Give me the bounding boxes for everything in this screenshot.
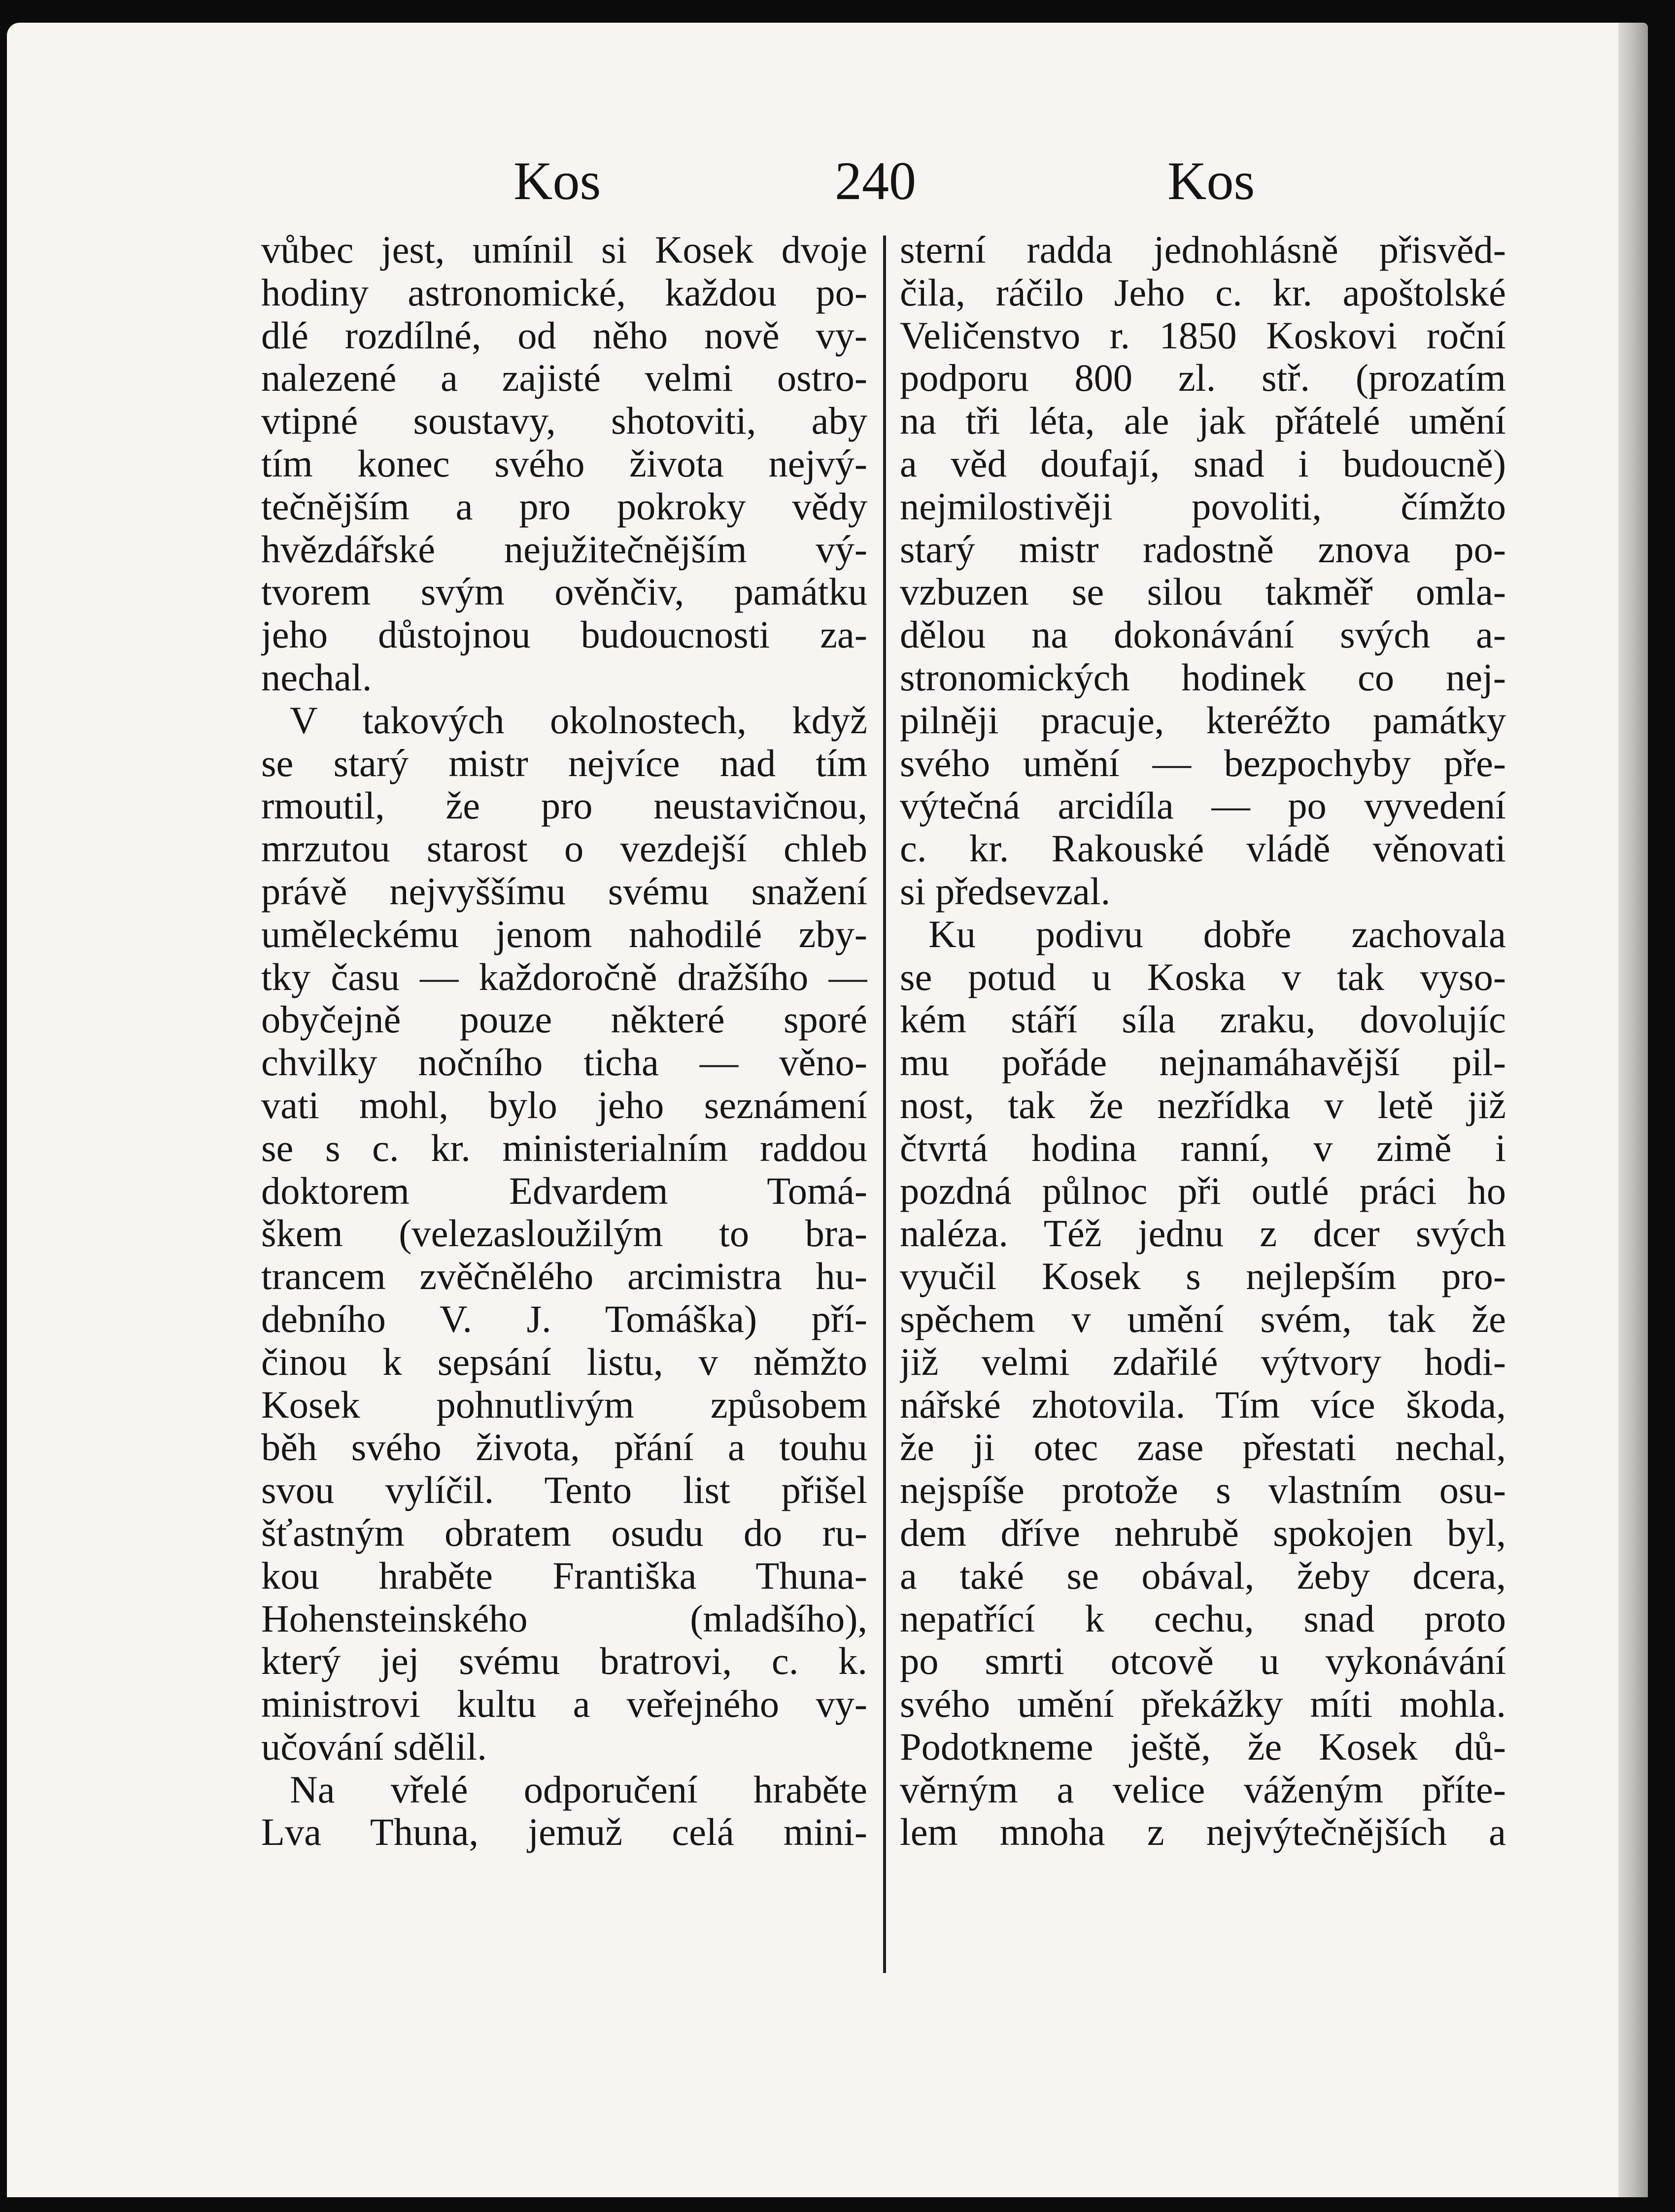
text-line: kou hraběte Františka Thuna- <box>261 1554 867 1597</box>
text-line: nepatřící k cechu, snad proto <box>900 1597 1506 1640</box>
text-line: hvězdářské nejužitečnějším vý- <box>261 528 867 571</box>
text-line: svého umění překážky míti mohla. <box>900 1683 1506 1726</box>
text-line: věrným a velice váženým příte- <box>900 1768 1506 1811</box>
text-line: tky času — každoročně dražšího — <box>261 955 867 998</box>
text-line: nejspíše protože s vlastním osu- <box>900 1469 1506 1512</box>
column-divider <box>883 236 886 1973</box>
text-line: nejmilostivěji povoliti, čímžto <box>900 485 1506 528</box>
text-line: se s c. kr. ministerialním raddou <box>261 1126 867 1169</box>
text-line: starý mistr radostně znova po- <box>900 528 1506 571</box>
text-line: podporu 800 zl. stř. (prozatím <box>900 357 1506 400</box>
text-line: se potud u Koska v tak vyso- <box>900 955 1506 998</box>
text-line: a také se obával, žeby dcera, <box>900 1554 1506 1597</box>
text-line: že ji otec zase přestati nechal, <box>900 1426 1506 1469</box>
text-line: čila, ráčilo Jeho c. kr. apoštolské <box>900 271 1506 314</box>
text-line: lem mnoha z nejvýtečnějších a <box>900 1811 1506 1854</box>
text-line: svou vylíčil. Tento list přišel <box>261 1469 867 1512</box>
text-line: již velmi zdařilé výtvory hodi- <box>900 1340 1506 1383</box>
text-line: Lva Thuna, jemuž celá mini- <box>261 1811 867 1854</box>
text-line: hodiny astronomické, každou po- <box>261 271 867 314</box>
text-line: rmoutil, že pro neustavičnou, <box>261 784 867 827</box>
text-column-left <box>261 229 867 1854</box>
text-line: čtvrtá hodina ranní, v zimě i <box>900 1126 1506 1169</box>
text-line: chvilky nočního ticha — věno- <box>261 1041 867 1084</box>
text-line: nechal. <box>261 656 372 699</box>
text-line: stronomických hodinek co nej- <box>900 656 1506 699</box>
text-line: vyučil Kosek s nejlepším pro- <box>900 1255 1506 1298</box>
text-line: doktorem Edvardem Tomá- <box>261 1169 867 1212</box>
text-column-right <box>900 229 1506 1854</box>
text-line: právě nejvyššímu svému snažení <box>261 870 867 913</box>
running-head-right: Kos <box>1167 151 1255 211</box>
text-line: c. kr. Rakouské vládě věnovati <box>900 827 1506 870</box>
text-line: debního V. J. Tomáška) pří- <box>261 1297 867 1340</box>
text-line: pilněji pracuje, kteréžto památky <box>900 699 1506 742</box>
text-line: tím konec svého života nejvý- <box>261 442 867 485</box>
text-line: na tři léta, ale jak přátelé umění <box>900 400 1506 442</box>
text-line: nalezené a zajisté velmi ostro- <box>261 357 867 400</box>
text-line: po smrti otcově u vykonávání <box>900 1640 1506 1683</box>
text-line: učování sdělil. <box>261 1725 487 1768</box>
book-page <box>7 23 1648 2197</box>
text-line: Kosek pohnutlivým způsobem <box>261 1383 867 1426</box>
text-line: spěchem v umění svém, tak že <box>900 1297 1506 1340</box>
text-line: běh svého života, přání a touhu <box>261 1426 867 1469</box>
text-line: dem dříve nehrubě spokojen byl, <box>900 1511 1506 1554</box>
text-line: mrzutou starost o vezdejší chleb <box>261 827 867 870</box>
text-line: sterní radda jednohlásně přisvěd- <box>900 229 1506 271</box>
text-line: naléza. Též jednu z dcer svých <box>900 1212 1506 1255</box>
text-line: Veličenstvo r. 1850 Koskovi roční <box>900 314 1506 357</box>
text-line: dělou na dokonávání svých a- <box>900 613 1506 656</box>
text-line: svého umění — bezpochyby pře- <box>900 742 1506 784</box>
text-line: Na vřelé odporučení hraběte <box>290 1768 867 1811</box>
text-line: Ku podivu dobře zachovala <box>928 913 1506 955</box>
text-line: Hohensteinského (mladšího), <box>261 1597 867 1640</box>
text-line: dlé rozdílné, od něho nově vy- <box>261 314 867 357</box>
text-line: uměleckému jenom nahodilé zby- <box>261 913 867 955</box>
text-line: V takových okolnostech, když <box>290 699 867 742</box>
text-line: kém stáří síla zraku, dovolujíc <box>900 998 1506 1041</box>
text-line: který jej svému bratrovi, c. k. <box>261 1640 867 1683</box>
text-line: tvorem svým ověnčiv, památku <box>261 571 867 613</box>
text-line: trancem zvěčnělého arcimistra hu- <box>261 1255 867 1298</box>
text-line: jeho důstojnou budoucnosti za- <box>261 613 867 656</box>
text-line: se starý mistr nejvíce nad tím <box>261 742 867 784</box>
text-line: škem (velezasloužilým to bra- <box>261 1212 867 1255</box>
text-line: obyčejně pouze některé sporé <box>261 998 867 1041</box>
running-head-left: Kos <box>513 151 601 211</box>
text-line: si předsevzal. <box>900 870 1111 913</box>
text-line: pozdná půlnoc při outlé práci ho <box>900 1169 1506 1212</box>
text-line: ministrovi kultu a veřejného vy- <box>261 1683 867 1726</box>
text-line: nost, tak že nezřídka v letě již <box>900 1084 1506 1126</box>
page-number: 240 <box>835 151 916 211</box>
text-line: vzbuzen se silou takměř omla- <box>900 571 1506 613</box>
text-line: šťastným obratem osudu do ru- <box>261 1511 867 1554</box>
page-edge-shadow <box>1618 23 1648 2197</box>
text-line: činou k sepsání listu, v němžto <box>261 1340 867 1383</box>
text-line: vůbec jest, umínil si Kosek dvoje <box>261 229 867 271</box>
text-line: Podotkneme ještě, že Kosek dů- <box>900 1725 1506 1768</box>
text-line: vtipné soustavy, shotoviti, aby <box>261 400 867 442</box>
text-line: výtečná arcidíla — po vyvedení <box>900 784 1506 827</box>
text-line: tečnějším a pro pokroky vědy <box>261 485 867 528</box>
text-line: vati mohl, bylo jeho seznámení <box>261 1084 867 1126</box>
text-line: a věd doufají, snad i budoucně) <box>900 442 1506 485</box>
text-line: nářské zhotovila. Tím více škoda, <box>900 1383 1506 1426</box>
text-line: mu pořáde nejnamáhavější pil- <box>900 1041 1506 1084</box>
